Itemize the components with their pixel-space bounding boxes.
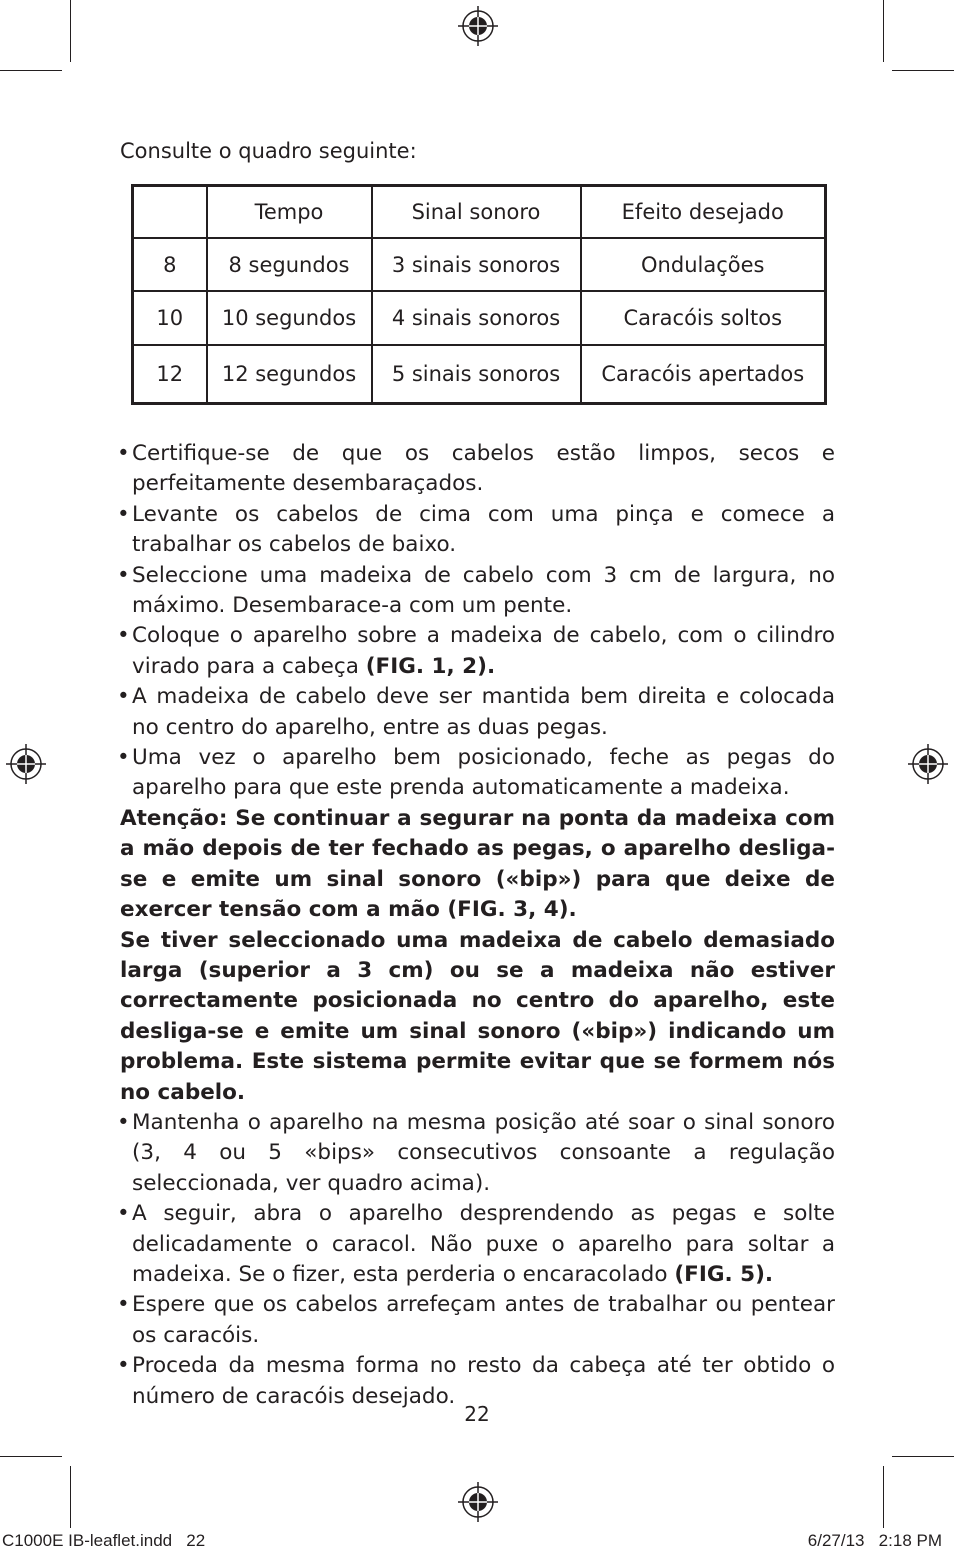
table-cell: 4 sinais sonoros — [372, 291, 581, 345]
warning-paragraph: Atenção: Se continuar a segurar na ponta da madeixa com a mão depois de ter fechado as pegas, o aparelho desliga-se e emite um sinal sonoro («bip») para que deixe de exercer tensão com a mão (FIG. 3, 4). — [120, 805, 835, 923]
list-item — [120, 1199, 835, 1290]
list-item: • Mantenha o aparelho na mesma posição até soar o sinal sonoro (3, 4 ou 5 «bips» consecutivos consoante a regulação seleccionada, ver quadro acima). — [120, 1108, 835, 1199]
table-cell: 12 — [133, 345, 207, 404]
intro-text: Consulte o quadro seguinte: — [120, 139, 417, 163]
registration-mark-icon — [6, 744, 46, 784]
figure-reference: (FIG. 5). — [674, 1261, 774, 1287]
list-item: • Seleccione uma madeixa de cabelo com 3 cm de largura, no máximo. Desembarace-a com um pente. — [120, 561, 835, 622]
registration-mark-icon — [908, 744, 948, 784]
figure-reference: (FIG. 1, 2). — [365, 653, 496, 679]
table-row — [133, 291, 826, 345]
crop-mark — [0, 70, 62, 71]
table-cell: 8 — [133, 238, 207, 291]
list-item: • A madeixa de cabelo deve ser mantida bem direita e colocada no centro do aparelho, entre as duas pegas. — [120, 682, 835, 743]
table-header-cell: Efeito desejado — [581, 186, 826, 239]
table-cell: 10 segundos — [207, 291, 372, 345]
list-item — [120, 621, 835, 682]
table-cell: 12 segundos — [207, 345, 372, 404]
table-cell: Caracóis apertados — [581, 345, 826, 404]
table-cell: 8 segundos — [207, 238, 372, 291]
list-item: • Espere que os cabelos arrefeçam antes de trabalhar ou pentear os caracóis. — [120, 1290, 835, 1351]
table-header-cell: Tempo — [207, 186, 372, 239]
list-item-text: Coloque o aparelho sobre a madeixa de cabelo, com o cilindro virado para a cabeça — [132, 623, 835, 679]
registration-mark-icon — [458, 1482, 498, 1522]
instructions — [120, 439, 835, 1412]
table-header-cell: Sinal sonoro — [372, 186, 581, 239]
list-item: • Uma vez o aparelho bem posicionado, feche as pegas do aparelho para que este prenda automaticamente a madeixa. — [120, 743, 835, 804]
list-item: • Proceda da mesma forma no resto da cabeça até ter obtido o número de caracóis desejado. — [120, 1351, 835, 1412]
crop-mark — [883, 1466, 884, 1528]
slug-file: C1000E IB-leaflet.indd 22 — [2, 1531, 206, 1550]
table-header-cell — [133, 186, 207, 239]
settings-table — [131, 184, 827, 405]
page-number: 22 — [464, 1402, 490, 1426]
list-item: • Certifique-se de que os cabelos estão limpos, secos e perfeitamente desembaraçados. — [120, 439, 835, 500]
crop-mark — [70, 1466, 71, 1528]
table-row — [133, 238, 826, 291]
registration-mark-icon — [458, 6, 498, 46]
table-cell: Caracóis soltos — [581, 291, 826, 345]
table-cell: 3 sinais sonoros — [372, 238, 581, 291]
table-cell: Ondulações — [581, 238, 826, 291]
crop-mark — [70, 0, 71, 62]
crop-mark — [883, 0, 884, 62]
crop-mark — [892, 70, 954, 71]
warning-paragraph: Se tiver seleccionado uma madeixa de cabelo demasiado larga (superior a 3 cm) ou se a madeixa não estiver correctamente posicionada no centro do aparelho, este desliga-se e emite um sinal sonoro («bip») indicando um problema. Este sistema permite evitar que se formem nós no cabelo. — [120, 927, 835, 1105]
table-header-row — [133, 186, 826, 239]
list-item-text: A seguir, abra o aparelho desprendendo as pegas e solte delicadamente o caracol. Não puxe o aparelho para soltar a madeixa. Se o fizer, esta perderia o encaracolado — [132, 1201, 835, 1287]
slug-date: 6/27/13 2:18 PM — [807, 1531, 942, 1550]
crop-mark — [892, 1456, 954, 1457]
crop-mark — [0, 1456, 62, 1457]
table-row — [133, 345, 826, 404]
table-cell: 5 sinais sonoros — [372, 345, 581, 404]
table-cell: 10 — [133, 291, 207, 345]
list-item: • Levante os cabelos de cima com uma pinça e comece a trabalhar os cabelos de baixo. — [120, 500, 835, 561]
